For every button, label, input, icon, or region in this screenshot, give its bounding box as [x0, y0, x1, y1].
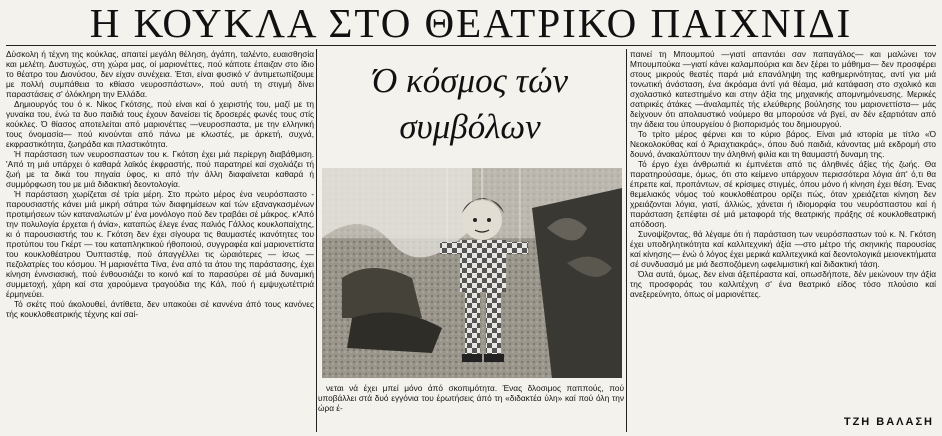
headline: Η ΚΟΥΚΛΑ ΣΤΟ ΘΕΑΤΡΙΚΟ ΠΑΙΧΝΙΔΙ — [89, 2, 853, 44]
column-divider-2 — [626, 49, 627, 432]
subheadline — [330, 58, 610, 150]
author-signature: ΤΖΗ ΒΑΛΑΣΗ — [843, 416, 934, 428]
article-column-3 — [630, 49, 936, 409]
subheadline-line-1: Ό κόσμος τών — [371, 61, 569, 100]
paragraph: παινεί τη Μπουμπού —γιατί απαντάει σαν παπαγάλος— και μαλώνει τον Μπουμπούκα —γιατί κάνει καλαμπούρια και δεν ξέρει το μάθημα— δεν προσφέρει στους μικρούς θεατές παρά μιά επανάληψη της καθημερινότητας, αντί για μιά τονωτική άνάσταση, ένα άκρόαμα άντί γιά θέαμα, μιά κατάφαση στο σχολικό και σχολαστικό κατεστημένο και στην άξία της μηχανικής απομνημόνευσης. Μερικές σατιρικές άτάκες —άναλαμπές τής ελεύθερης βούλησης του μαριονεττίστα— μάς δείχνουν ότι απολαυστικό νούμερο θα μπορούσε νά βγεί, αν δέν εξαρτιόταν από την άδεια του ύπουργείου ό βιοπορισμός του δημιουργού. — [630, 49, 936, 129]
paragraph: Δύσκολη ή τέχνη της κούκλας, απαιτεί μεγάλη θέληση, άγάπη, ταλέντο, ευαισθησία και μελέτη. Δυστυχώς, στη χώρα μας, οί μαριονέττες, πού κάποτε έπαιζαν στο ίδιο το θέατρο του Διονύσου, δεν είχαν συνέχεια. Έτσι, είναι φυσικό ν' άντιμετωπίζουμε με πολλή συμπάθεια το κθίασο νευροσπάστων», πού αυτή τη στιγμή δίνει παραστάσεις σ' όλόκληρη την Ελλάδα. — [6, 49, 314, 99]
paragraph: Το τρίτο μέρος φέρνει και το κύριο βάρος. Είναι μιά ιστορία με τίτλο «Ό Νεοκολοκύθας καί ό Άριαχτιακράς», όπου δυό παιδιά, κάνοντας μιά εκδρομή στο δουνό, άνακαλύπτουν την άληθινή φιλία και τη θαυμαστή δυναμη της. — [630, 129, 936, 159]
paragraph: Συνοψίζοντας, θά λέγαμε ότι ή παράσταση των νευρόσπαστων τού κ. Ν. Γκότση έχει υποδηλητικότητα καί καλλιτεχνική άξία —στο μέτρο τής σκηνικής παρουσίας καί κίνησης— ένώ ό λόγος έχει μερικά καλλιτεχνικά καί δεοντολογικά μειονεκτήματα σέ συνδυασμό με μιά δεσποζόμενη ωφελιμιστική καί διδακτική τάση. — [630, 229, 936, 269]
article-column-2-continuation — [318, 383, 624, 432]
paragraph: Ή παράσταση των νευροσπαστων του κ. Γκότση έχει μιά περίεργη διαβάθμιση. 'Από τη μιά υπάρχει ό καθαρά λαϊκός έκφραστής, πού παρατηρεί καί σχολιάζει τή ζωή με τα δικά του πηγαία ύφος, κι από τήν άλλη διαφαίνεται καθαρά ή συμμόρφωση του με μιά διδακτική δεοντολογία. — [6, 149, 314, 189]
headline-rule — [6, 45, 936, 46]
puppet-photo-illustration — [322, 168, 622, 378]
paragraph: Όλα αυτά, όμως, δεν είναι άξεπέραστα καί, οπωσδήποτε, δέν μειώνουν την άξία της προσφοράς του καλλιτέχνη σ' ένα θεατρικό είδος τόσο πλούσιο καί ανεξερεύνητο, όπως οί μαριονέττες. — [630, 269, 936, 299]
column-divider-1 — [316, 49, 317, 432]
paragraph: Τό έργο έχει άνθρωπιά κι έμπνέεται από τις άληθινές άξίες τής ζωής. Θα παρατηρούσαμε, όμως, ότι στο κείμενο υπάρχουν περισσότερα λόγια άπ' ό,τι θα έπρεπε καί, προπάντων, σέ κρίσιμες στιγμές, όπου μόνο ή κίνηση έχει θέση. Ένας θεμελιακός νόμος τού κουκλοθέατρου ορίζει πώς, όταν χρειάζεται κίνηση δεν χρειάζονται λόγια, γιατί, άλλιώς, χάνεται ή ιδιομορφία του νευρόσπαστου καί ή παράσταση ξεπέφτει σέ μιά μεταφορά τής θεατρικής πράξης σέ κουκλοθεατρική απόδοση. — [630, 159, 936, 229]
subheadline-line-2: συμβόλων — [399, 107, 541, 146]
paragraph: Ή παράσταση χωρίζεται σέ τρία μέρη. Στο πρώτο μέρος ένα νευρόσπαστο - παρουσιαστής κάνει μιά μικρή σάτιρα τών διαφημίσεων καί τών εξαναγκασμένων προτιμήσεων τών καταναλωτών μ' ένα μονόλογο πού δεν τραβάει σέ μάκρος. κ'Από την πολυλογία έρχεται ή άνία», καταπώς έλεγε ένας παλιός Γάλλος κουκλοπαίχτης, κι ό παρουσιαστής του κ. Γκότση δεν έχει σίγουρα τις θαυμαστές ικανότητες του προτύπου του Γκέρτ — του καταπληκτικού ήθοποιού, συγγραφέα καί μαριονεττίστα του κουκλοθέατρου Όυπταστέφ, πού άπαγγέλλει τις ώραιότερες — ίσως — πεζολατρίες του κόσμου. Ή μαριονέττα Τίνα, ένα από τα άτου της παράστασης, έχει κίνηση ένινσιασική, πού ένθουσιάζει το κοινό καί το παρασύρει σέ μιά δυναμική συμμετοχή, χάρη καί στα χαρούμενα τραγούδια της Κάλ, πού ή εμψυχωτέττριά έρμηνεύει. — [6, 189, 314, 299]
puppet-photo — [322, 168, 622, 378]
paragraph: Δημιουργός του ό κ. Νίκος Γκότσης, πού είναι καί ό χειριστής του, μαζί με τη γυναίκα του, ένώ τα δυο παιδιά τους έχουν δανείσει τίς δροσερές φωνές τους στίς κούκλες. Ό θίασος αποτελείται από μαριονέττες —νευροσπαστα, με την ελληνική τους όνομασία— πού κινούνται από πάνω με κλωστές, με άρκετή, συχνά, εκφραστικότητα, ζωηράδα και πλαστικότητα. — [6, 99, 314, 149]
paragraph: Τό σκέτς πού άκολουθεί, άντίθετα, δεν υπακούει σέ καννένα άπό τους κανόνες τής κουκλοθεατρικής τέχνης καί σαί- — [6, 299, 314, 319]
paragraph: νεται νά έχει μπεί μόνο άπό σκοπιμότητα. Ένας δλοσιμος παππούς, πού υποβάλλει στά δυό εγγόνια του έρωτήσεις άπό τη «διδακτέα ύλη» καί πού όλη την ώρα έ- — [318, 383, 624, 413]
article-column-1 — [6, 49, 314, 432]
